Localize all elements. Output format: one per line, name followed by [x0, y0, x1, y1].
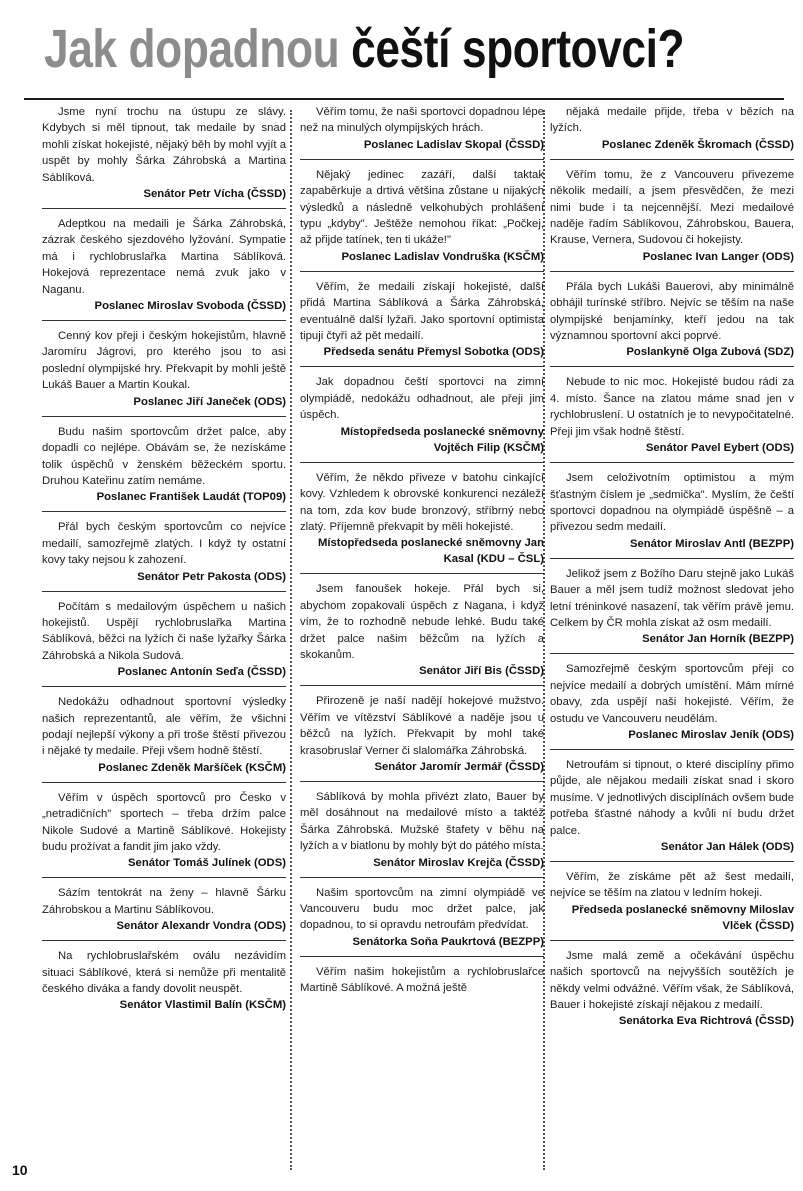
quote-block	[550, 940, 794, 1036]
quote-author: Senátorka Soňa Paukrtová (BEZPP)	[352, 935, 544, 948]
quote-text: nějaká medaile přijde, třeba v bězích na lyžích.	[550, 106, 794, 135]
quote-block	[550, 653, 794, 749]
quote-block	[300, 573, 544, 685]
quote-text: Na rychlobruslařském oválu nezávidím situaci Sáblíkové, která si nemůže při mentalitě českého diváka a fandy dovolit neuspět.	[42, 950, 286, 996]
quote-text: Přirozeně je naší nadějí hokejové mužstvo. Věřím ve vítězství Sáblíkové a naděje jsou u běžců na lyžích. Překvapit by mohl také krasobruslař Verner či slalomářka Záhrobská.	[300, 695, 544, 757]
quote-text: Jsme malá země a očekávání úspěchu našich sportovců na nejvyšších soutěžích je někdy velmi odvážné. Věřím však, že Sáblíková, Bauer i hokejisté získají nějakou z medailí.	[550, 949, 794, 1012]
headline-rule	[24, 98, 784, 100]
quote-text: Věřím v úspěch sportovců pro Česko v „netradičních" sportech – třeba držím palce Nikole Sudové a Martině Sáblíkové. Hokejisty budu prožívat a fandit jim jako vždy.	[42, 791, 286, 853]
quote-author: Poslanec Miroslav Jeník (ODS)	[628, 728, 794, 741]
quote-author: Senátor Miroslav Antl (BEZPP)	[629, 537, 794, 550]
quote-text: Jak dopadnou čeští sportovci na zimní olympiádě, nedokážu odhadnout, ale přeji jim úspěch.	[300, 376, 544, 422]
quote-author: Poslanec František Laudát (TOP09)	[96, 491, 286, 504]
headline-part-1: Jak dopadnou	[44, 19, 340, 79]
quote-text: Našim sportovcům na zimní olympiádě ve Vancouveru budu moc držet palce, jak dopadnou, to si opravdu netroufám předvídat.	[300, 886, 544, 932]
page-number: 10	[12, 1162, 28, 1178]
quote-block	[550, 271, 794, 367]
quote-block	[42, 208, 286, 320]
quote-author: Poslanec Ladislav Skopal (ČSSD)	[363, 138, 544, 151]
quote-author: Poslanec Miroslav Svoboda (ČSSD)	[94, 300, 286, 313]
quote-author: Poslanec Zdeněk Maršíček (KSČM)	[98, 761, 286, 774]
quote-block	[300, 877, 544, 956]
quote-author: Poslankyně Olga Zubová (SDZ)	[626, 346, 794, 359]
quote-text: Přál bych českým sportovcům co nejvíce medailí, samozřejmě zlatých. I když ty ostatní kovy taky nejsou k zahození.	[42, 521, 286, 567]
quote-text: Budu našim sportovcům držet palce, aby dopadli co nejlépe. Obávám se, že nezískáme tolik úspěchů v ženském běžeckém sportu. Druhou Kateřinu zatím nemáme.	[42, 425, 286, 487]
quote-author: Senátor Petr Vícha (ČSSD)	[143, 188, 286, 201]
column-2	[300, 104, 544, 1003]
quote-author: Senátor Alexandr Vondra (ODS)	[116, 920, 286, 933]
quote-block	[550, 462, 794, 558]
quote-text: Nějaký jedinec zazáří, další taktak zapaběrkuje a drtivá většina zůstane u nijakých výsledků a následně velkohubých prohlášení typu „kdyby". Ještěže nemohou říkat: „Počkej, až přijde tatínek, ten ti ukáže!"	[300, 168, 544, 247]
quote-text: Netroufám si tipnout, o které disciplíny přimo půjde, ale nějakou medaili získat snad i skoro musíme. V jednotlivých disciplínách ovšem bude potřeba šťastné náhody a kvůli ní budu držet palce.	[550, 758, 794, 837]
quote-block	[42, 320, 286, 416]
quote-author: Místopředseda poslanecké sněmovny Jan Kasal (KDU – ČSL)	[317, 537, 544, 566]
quote-block	[300, 956, 544, 1003]
quote-author: Senátor Miroslav Krejča (ČSSD)	[373, 856, 544, 869]
quote-text: Jsme nyní trochu na ústupu ze slávy. Kdybych si měl tipnout, tak medaile by snad mohli získat hokejisté, nějaký běh by mohl vyjít a uspět by mohly Šárka Záhrobská a Martina Sáblíková.	[42, 106, 286, 184]
quote-author: Senátor Tomáš Julínek (ODS)	[128, 857, 286, 870]
quote-text: Jsem fanoušek hokeje. Přál bych si, abychom zopakovali úspěch z Nagana, i když vím, že to rozhodně nebude lehké. Budu také držet palce našim běžcům na lyžích a skokanům.	[300, 583, 544, 661]
quote-text: Jsem celoživotním optimistou a mým šťastným číslem je „sedmička". Myslím, že čeští sportovci dopadnou na olympiádě úspěšně – a přivezou sedm medailí.	[550, 472, 794, 534]
quote-block	[550, 861, 794, 940]
quote-text: Přála bych Lukáši Bauerovi, aby minimálně obhájil turínské stříbro. Nejvíc se těším na naše olympijské benjamínky, kteří jedou na tak významnou sportovní akci poprvé.	[550, 280, 794, 343]
quote-text: Věřím tomu, že z Vancouveru přivezeme několik medailí, a jsem přesvědčen, že mezi nimi bude i ta nejcennější. Mezi medailové naděje řadím Sáblíkovou, Záhrobskou, Bauera, Krause, Vernera, Sudovou či hokejisty.	[550, 168, 794, 247]
quote-block	[42, 416, 286, 512]
quote-text: Sáblíková by mohla přivézt zlato, Bauer by měl dosáhnout na medailové místo a taktéž Šárka Záhrobská. Mužské štafety v běhu na lyžích a v biatlonu by mohly být do pátého místa.	[300, 790, 544, 853]
quote-block	[300, 104, 544, 159]
column-divider	[290, 110, 292, 1170]
quote-block	[300, 685, 544, 781]
quote-block	[550, 366, 794, 462]
quote-block	[550, 159, 794, 271]
quote-author: Předseda poslanecké sněmovny Miloslav Vlček (ČSSD)	[571, 903, 794, 932]
page-headline	[44, 14, 685, 84]
quote-block	[42, 591, 286, 687]
quote-text: Nedokážu odhadnout sportovní výsledky našich reprezentantů, ale věřím, že všichni podají nejlepší výkony a při troše štěstí přivezou i nějaké ty medaile. Přeji všem hodně štěstí.	[42, 696, 286, 758]
quote-text: Věřím tomu, že naši sportovci dopadnou lépe než na minulých olympijských hrách.	[300, 106, 544, 135]
quote-text: Sázím tentokrát na ženy – hlavně Šárku Záhrobskou a Martinu Sáblíkovou.	[42, 887, 286, 916]
quote-text: Věřím, že medaili získají hokejisté, další přidá Martina Sáblíková a Šárka Záhrobská, eventuálně další lyžaři. Jako sportovní optimista tipuji čtyři až pět medailí.	[300, 280, 544, 343]
quote-author: Senátor Vlastimil Balín (KSČM)	[119, 999, 286, 1012]
quote-text: Nebude to nic moc. Hokejisté budou rádi za 4. místo. Šance na zlatou máme snad jen v rychlobruslení. U ostatních je to nevypočitatelné. Přeji jim však hodně štěstí.	[550, 376, 794, 438]
quote-text: Samozřejmě českým sportovcům přeji co nejvíce medailí a dobrých umístění. Mám mírné obavy, zda uspějí naši hokejisté. Věřím, že ostudu ve Vancouveru neudělám.	[550, 663, 794, 725]
quote-block	[550, 749, 794, 861]
quote-text: Adeptkou na medaili je Šárka Záhrobská, zázrak českého sjezdového lyžování. Sympatie má i rychlobruslařka Martina Sáblíková. Hokejová reprezentace nemá zvuk jako v Naganu.	[42, 218, 286, 296]
quote-block	[550, 104, 794, 159]
quote-author: Senátorka Eva Richtrová (ČSSD)	[618, 1015, 794, 1028]
quote-block	[550, 558, 794, 654]
quote-block	[300, 781, 544, 877]
quote-block	[300, 366, 544, 461]
quote-author: Předseda senátu Přemysl Sobotka (ODS)	[323, 346, 544, 359]
quote-author: Senátor Pavel Eybert (ODS)	[645, 442, 794, 455]
quote-author: Senátor Jaromír Jermář (ČSSD)	[374, 760, 544, 773]
quote-block	[42, 940, 286, 1019]
headline-part-2: čeští sportovci?	[351, 19, 685, 79]
column-1	[42, 104, 286, 1019]
quote-block	[300, 462, 544, 574]
quote-block	[42, 877, 286, 940]
quote-text: Věřím našim hokejistům a rychlobruslařce Martině Sáblíkové. A možná ještě	[300, 965, 544, 995]
quote-author: Senátor Jan Horník (BEZPP)	[642, 633, 794, 646]
quote-author: Poslanec Jiří Janeček (ODS)	[133, 395, 286, 408]
quote-author: Poslanec Antonín Seďa (ČSSD)	[117, 666, 286, 679]
quote-text: Cenný kov přeji i českým hokejistům, hlavně Jaromíru Jágrovi, pro kterého jsou to asi poslední olympijské hry. Překvapit by mohli ještě Lukáš Bauer a Martin Koukal.	[42, 330, 286, 392]
column-3	[550, 104, 794, 1035]
quote-text: Počítám s medailovým úspěchem u našich hokejistů. Uspějí rychlobruslařka Martina Sáblíková, běžci na lyžích či naše lyžařky Šárka Záhrobská a Nikola Sudová.	[42, 600, 286, 662]
quote-text: Věřím, že někdo přiveze v batohu cinkající kovy. Vzhledem k obrovské konkurenci nezáleží na tom, zda kov bude bronzový, stříbrný nebo zlatý. Příjemně překvapit by měli hokejisté.	[300, 471, 544, 533]
quote-block	[42, 104, 286, 208]
quote-author: Senátor Jiří Bis (ČSSD)	[419, 665, 544, 678]
quote-block	[42, 511, 286, 590]
quote-author: Poslanec Ivan Langer (ODS)	[642, 250, 794, 263]
quote-block	[42, 782, 286, 878]
quote-block	[300, 159, 544, 271]
quote-block	[42, 686, 286, 782]
quote-author: Místopředseda poslanecké sněmovny Vojtěch Filip (KSČM)	[340, 425, 544, 454]
quote-text: Věřím, že získáme pět až šest medailí, nejvíce se těším na zlatou v ledním hokeji.	[550, 871, 794, 900]
quote-author: Senátor Petr Pakosta (ODS)	[137, 570, 286, 583]
quote-author: Senátor Jan Hálek (ODS)	[660, 841, 794, 853]
quote-block	[300, 271, 544, 367]
quote-author: Poslanec Ladislav Vondruška (KSČM)	[341, 250, 544, 263]
quote-author: Poslanec Zdeněk Škromach (ČSSD)	[601, 138, 794, 151]
quote-text: Jelikož jsem z Božího Daru stejně jako Lukáš Bauer a měl jsem tudíž možnost sledovat jeho letní tréninkové nasazení, tak věřím právě jemu. Celkem by ČR mohla získat až osm medailí.	[550, 567, 794, 629]
